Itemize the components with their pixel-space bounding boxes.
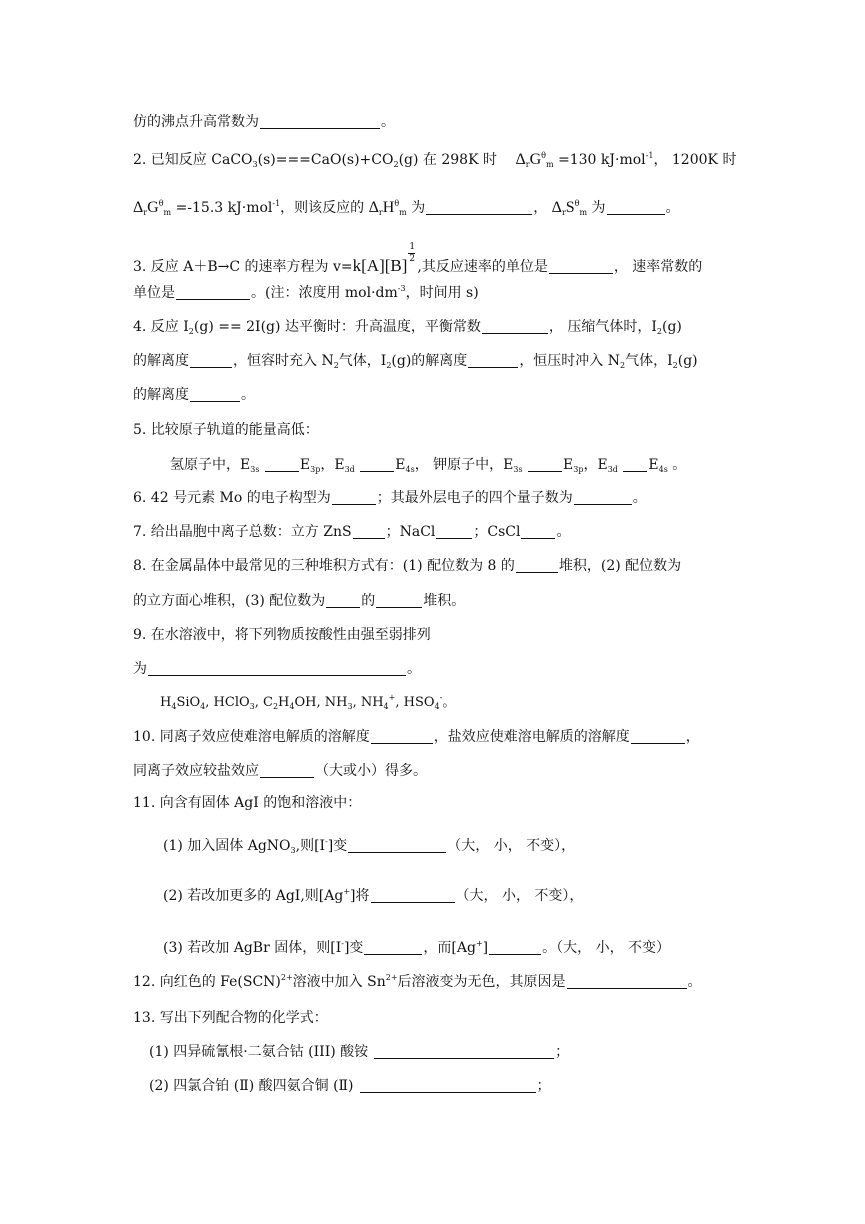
q12-text-d: 。	[687, 974, 702, 990]
answer-blank[interactable]	[549, 259, 613, 274]
q4-line-3	[133, 386, 865, 404]
g: G	[529, 151, 542, 168]
q11-sub-3	[163, 939, 865, 957]
q13-title	[133, 1009, 865, 1027]
superscript: -	[325, 837, 328, 846]
q11-sub-2	[163, 887, 865, 905]
subscript: 4s	[658, 465, 668, 474]
q11-s2-c: （大， 小， 不变），	[455, 888, 584, 904]
subscript: 2	[386, 361, 392, 370]
superscript: +	[475, 939, 483, 948]
q7-text-d: 。	[556, 524, 571, 540]
q5-text-a: 氢原子中，E	[170, 457, 251, 473]
superscript: +	[388, 693, 396, 702]
q12-text-b: 溶液中加入 Sn	[292, 974, 386, 990]
q4-line-1	[133, 318, 865, 336]
q4-text-k: (g)	[677, 353, 698, 369]
q8-text-e: 堆积。	[423, 593, 466, 609]
q3-text-b: ,其反应速率的单位是	[417, 259, 548, 275]
q5-line-1	[170, 456, 865, 474]
q11-s2-a: (2) 若改加更多的 AgI,则[Ag	[163, 888, 344, 904]
q7-text-b: ；NaCl	[385, 524, 436, 540]
delta-h-symbol	[369, 200, 407, 216]
sub-r: r	[525, 160, 530, 169]
q6-text-b: ；其最外层电子的四个量子数为	[376, 490, 573, 506]
q9-sub-c: , HClO	[205, 695, 250, 710]
q9-sub-e: H	[278, 695, 290, 710]
q10-text-a: 10. 同离子效应使难溶电解质的溶解度	[133, 729, 370, 745]
h: H	[382, 199, 395, 216]
subscript: 3p	[310, 465, 321, 474]
q9-substances	[160, 694, 865, 712]
delta-g-symbol	[133, 200, 171, 216]
answer-blank[interactable]	[374, 1044, 554, 1059]
q5-text-i: 。	[672, 457, 687, 473]
q8-line-1	[133, 557, 865, 575]
q9-sub-h: , HSO	[395, 695, 435, 710]
subscript: 2	[272, 702, 279, 711]
superscript: -	[341, 939, 344, 948]
q2-text-b: (s)===CaO(s)+CO	[257, 152, 394, 168]
answer-blank[interactable]	[521, 524, 555, 539]
answer-blank[interactable]	[376, 593, 422, 608]
superscript: -1	[272, 199, 281, 208]
q5-text-b: E	[299, 457, 311, 473]
q4-text-d: (g)	[662, 319, 682, 335]
q2-line-2	[133, 199, 865, 217]
q10-text-c: ，	[685, 729, 700, 745]
q2-text-i: ，	[533, 200, 548, 216]
q3-text-c: ， 速率常数的	[613, 259, 703, 275]
q4-text-e: 的解离度	[133, 353, 189, 369]
answer-blank[interactable]	[360, 1078, 536, 1093]
answer-blank[interactable]	[260, 763, 314, 778]
q2-text-j: 为	[591, 200, 606, 216]
q5-text-f: E	[563, 457, 574, 473]
subscript: 4	[289, 702, 295, 711]
q4-text-g: 气体，I	[338, 353, 387, 369]
q13-s2-end: ；	[536, 1078, 551, 1094]
answer-blank[interactable]	[426, 200, 532, 215]
subscript: 3	[252, 160, 258, 169]
q2-text-f: =-15.3 kJ·mol	[175, 200, 273, 216]
q7-text-c: ；CsCl	[473, 524, 521, 540]
subscript: 3	[347, 702, 353, 711]
subscript: 3p	[573, 465, 584, 474]
q13-title-text: 13. 写出下列配合物的化学式：	[133, 1010, 328, 1026]
q11-title	[133, 794, 865, 812]
q2-line-1	[133, 151, 865, 169]
q12-text-a: 12. 向红色的 Fe(SCN)	[133, 974, 281, 990]
sub-m: m	[399, 208, 407, 217]
q9-line-1	[133, 626, 865, 644]
answer-blank[interactable]	[516, 558, 558, 573]
answer-blank[interactable]	[468, 353, 518, 368]
q11-s3-c: ，而[Ag	[423, 940, 476, 956]
q4-text-j: 气体，I	[625, 353, 673, 369]
q13-sub-1	[149, 1043, 865, 1061]
s: S	[565, 199, 575, 216]
q4-text-a: 4. 反应 I	[133, 319, 189, 335]
q4-text-c: ， 压缩气体时，I	[548, 319, 657, 335]
answer-blank[interactable]	[176, 285, 250, 300]
q11-s3-d: ]	[482, 940, 489, 956]
answer-blank[interactable]	[148, 661, 406, 676]
q8-text-d: 的	[361, 593, 376, 609]
superscript: 2+	[385, 973, 398, 982]
q5-text-e: ， 钾原子中，E	[414, 457, 514, 473]
q3-text-f: ，时间用 s)	[405, 285, 479, 301]
q11-sub-1	[163, 837, 865, 855]
q3-line-2	[133, 284, 865, 302]
sub-r: r	[561, 208, 566, 217]
q9-sub-i: 。	[442, 695, 456, 710]
q5-text-d: E	[395, 457, 406, 473]
q2-text-a: 2. 已知反应 CaCO	[133, 152, 253, 168]
q8-text-c: 的立方面心堆积，(3) 配位数为	[133, 593, 326, 609]
q2-text-k: 。	[665, 200, 680, 216]
q11-s1-d: （大， 小， 不变），	[447, 838, 576, 854]
denominator: 2	[409, 254, 416, 264]
q2-text-h: 为	[411, 200, 426, 216]
subscript: 4	[171, 702, 177, 711]
q8-text-b: 堆积，(2) 配位数为	[558, 558, 682, 574]
answer-blank[interactable]	[364, 940, 422, 955]
sup-theta: θ	[158, 199, 164, 208]
answer-blank[interactable]	[326, 593, 360, 608]
answer-blank[interactable]	[353, 524, 385, 539]
subscript: 2	[656, 327, 662, 336]
q4-text-m: 。	[241, 387, 255, 403]
answer-blank[interactable]	[567, 974, 687, 989]
answer-blank[interactable]	[348, 838, 446, 853]
q5-title	[133, 421, 865, 439]
q11-title-text: 11. 向含有固体 AgI 的饱和溶液中：	[133, 795, 362, 811]
sub-m: m	[545, 160, 554, 169]
q11-s3-e: 。（大， 小， 不变）	[542, 940, 671, 956]
numerator: 1	[409, 242, 416, 252]
q4-text-b: (g) == 2I(g) 达平衡时：升高温度，平衡常数	[193, 319, 481, 335]
q9-sub-d: , C	[254, 695, 273, 710]
answer-blank[interactable]	[265, 457, 299, 472]
q5-text-g: ，E	[583, 457, 608, 473]
superscript: -	[439, 693, 443, 702]
q2-text-c: (g) 在 298K 时	[398, 152, 497, 168]
q11-s1-b: ,则[I	[295, 838, 326, 854]
q9-text-c: 。	[407, 661, 421, 677]
sub-r: r	[378, 208, 383, 217]
q9-text-a: 9. 在水溶液中，将下列物质按酸性由强至弱排列	[133, 627, 431, 643]
subscript: 2	[393, 160, 399, 169]
q11-s2-b: ]将	[350, 888, 370, 904]
q5-text-h: E	[648, 457, 659, 473]
delta-s-symbol	[552, 200, 587, 216]
sup-theta: θ	[574, 199, 580, 208]
q4-line-2	[133, 352, 865, 370]
q2-text-g: ，则该反应的	[280, 200, 365, 216]
answer-blank[interactable]	[574, 490, 632, 505]
q4-text-f: ，恒容时充入 N	[233, 353, 334, 369]
fraction-one-half	[407, 242, 417, 269]
answer-blank[interactable]	[371, 729, 433, 744]
q11-s1-a: (1) 加入固体 AgNO	[163, 838, 291, 854]
subscript: 2	[620, 361, 626, 370]
q1-end: 。	[381, 114, 395, 130]
answer-blank[interactable]	[360, 457, 394, 472]
q11-s1-c: ]变	[327, 838, 348, 854]
sub-m: m	[579, 208, 588, 217]
subscript: 3	[249, 702, 255, 711]
q4-text-l: 的解离度	[133, 387, 189, 403]
delta: Δ	[551, 199, 562, 216]
q13-s2-text: (2) 四氯合铂 (Ⅱ) 酸四氨合铜 (Ⅱ)	[149, 1078, 354, 1094]
answer-blank[interactable]	[371, 888, 455, 903]
q6-text-c: 。	[632, 490, 647, 506]
delta-g-symbol	[515, 152, 553, 168]
subscript: 2	[672, 361, 678, 370]
q3-text-d: 单位是	[133, 285, 175, 301]
g: G	[147, 199, 159, 216]
q5-title-text: 5. 比较原子轨道的能量高低：	[133, 422, 319, 438]
sup-theta: θ	[394, 199, 400, 208]
q11-s3-a: (3) 若改加 AgBr 固体，则[I	[163, 940, 342, 956]
delta: Δ	[515, 151, 526, 168]
q8-line-2	[133, 592, 865, 610]
subscript: 4s	[405, 465, 415, 474]
sup-theta: θ	[541, 151, 546, 160]
q6-line	[133, 489, 865, 507]
q8-text-a: 8. 在金属晶体中最常见的三种堆积方式有：(1) 配位数为 8 的	[133, 558, 515, 574]
answer-blank[interactable]	[528, 457, 562, 472]
superscript: 2+	[280, 973, 293, 982]
subscript: 3s	[250, 465, 260, 474]
answer-blank[interactable]	[482, 319, 548, 334]
q9-text-b: 为	[133, 661, 147, 677]
q6-text-a: 6. 42 号元素 Mo 的电子构型为	[133, 490, 331, 506]
q1-text: 仿的沸点升高常数为	[133, 114, 259, 130]
q7-text-a: 7. 给出晶胞中离子总数：立方 ZnS	[133, 524, 352, 540]
answer-blank[interactable]	[332, 490, 376, 505]
q12-line	[133, 973, 865, 991]
sub-m: m	[163, 208, 172, 217]
q2-text-e: ， 1200K 时	[653, 152, 737, 168]
subscript: 3d	[344, 465, 355, 474]
subscript: 2	[333, 361, 339, 370]
q10-text-b: ，盐效应使难溶电解质的溶解度	[433, 729, 630, 745]
superscript: -3	[397, 284, 406, 293]
q9-sub-f: OH, NH	[294, 695, 348, 710]
delta: Δ	[368, 199, 379, 216]
sub-r: r	[143, 208, 148, 217]
q7-line	[133, 523, 865, 541]
answer-blank[interactable]	[623, 457, 647, 472]
subscript: 4	[200, 702, 206, 711]
q11-s3-b: ]变	[343, 940, 364, 956]
q3-text-a: 3. 反应 A＋B→C 的速率方程为 v=	[133, 259, 353, 275]
q4-text-i: ，恒压时冲入 N	[519, 353, 621, 369]
subscript: 4	[383, 702, 389, 711]
answer-blank[interactable]	[631, 729, 685, 744]
answer-blank[interactable]	[489, 940, 541, 955]
q10-text-d: 同离子效应较盐效应	[133, 763, 259, 779]
answer-blank[interactable]	[607, 200, 665, 215]
q13-s1-end: ；	[555, 1044, 570, 1060]
q13-s1-text: (1) 四异硫氰根·二氨合钴 (III) 酸铵	[149, 1044, 369, 1060]
q10-text-e: （大或小）得多。	[315, 763, 427, 779]
q13-sub-2	[149, 1077, 865, 1095]
q3-text-e: 。(注：浓度用 mol·dm	[251, 285, 398, 301]
q9-sub-b: SiO	[176, 695, 201, 710]
delta: Δ	[133, 199, 144, 216]
rate-expression: k[A][B]	[352, 256, 408, 275]
q12-text-c: 后溶液变为无色，其原因是	[397, 974, 566, 990]
q10-line-1	[133, 728, 865, 746]
subscript: 4	[434, 702, 440, 711]
q3-line-1	[133, 242, 865, 276]
q9-sub-g: , NH	[352, 695, 384, 710]
answer-blank[interactable]	[260, 114, 380, 129]
superscript: +	[343, 887, 351, 896]
superscript: -1	[645, 151, 654, 160]
subscript: 3s	[513, 465, 523, 474]
subscript: 3	[290, 846, 296, 855]
q5-text-c: ，E	[320, 457, 345, 473]
answer-blank[interactable]	[190, 353, 232, 368]
subscript: 2	[188, 327, 194, 336]
q9-sub-a: H	[160, 695, 172, 710]
q10-line-2	[133, 762, 865, 780]
subscript: 3d	[607, 465, 618, 474]
q9-line-2	[133, 660, 865, 678]
q4-text-h: (g)的解离度	[391, 353, 468, 369]
answer-blank[interactable]	[190, 387, 240, 402]
answer-blank[interactable]	[436, 524, 472, 539]
q1-line	[133, 113, 865, 131]
q2-text-d: =130 kJ·mol	[558, 152, 646, 168]
